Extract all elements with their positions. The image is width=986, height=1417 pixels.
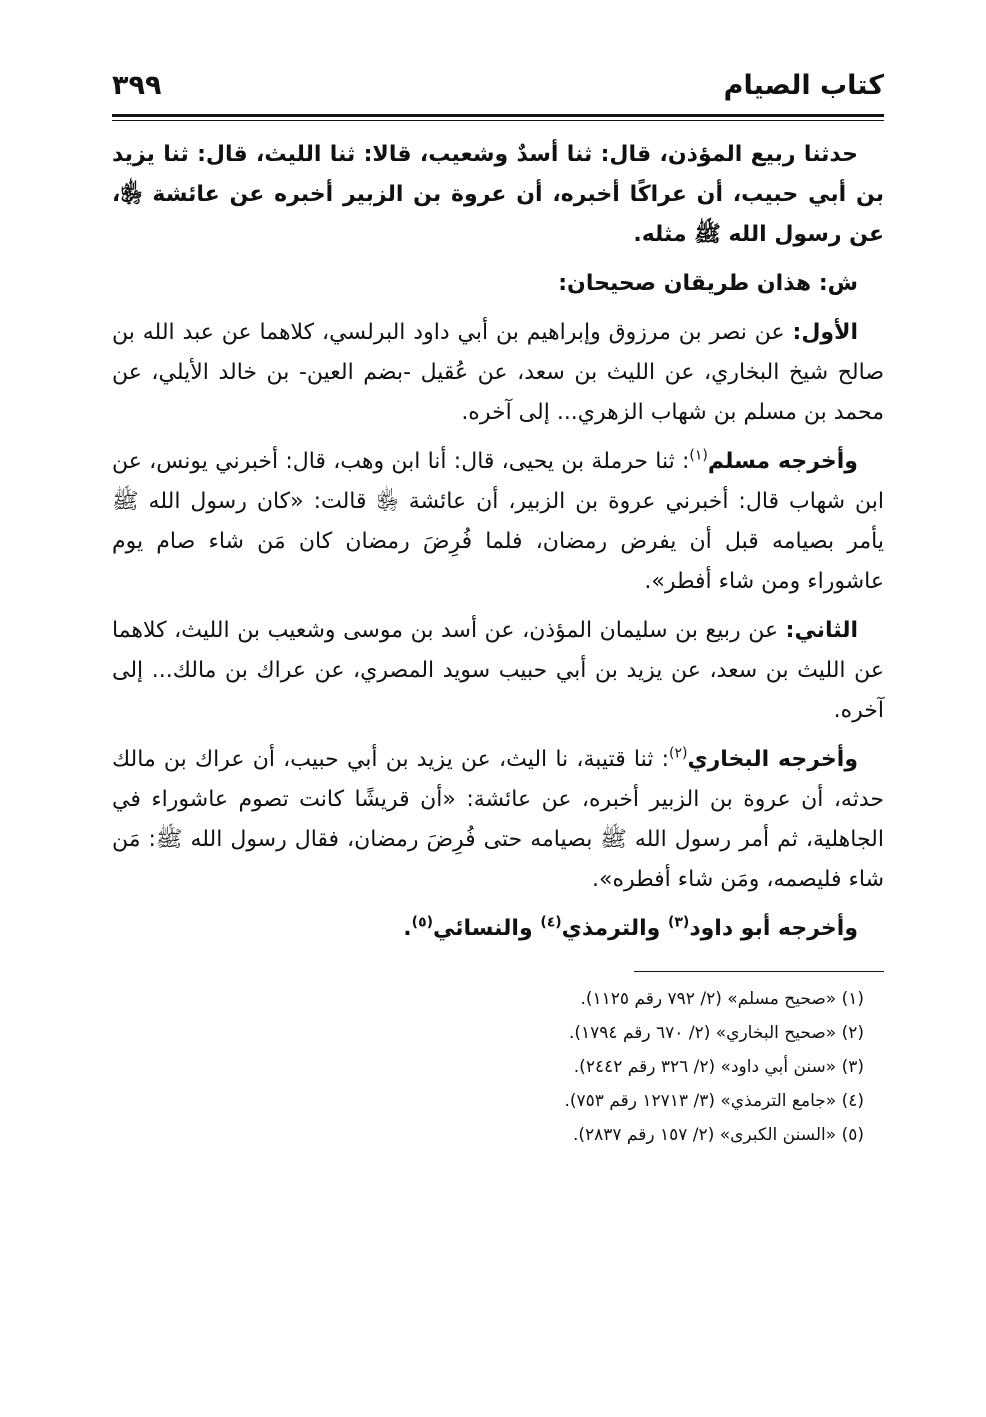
other-sources-paragraph <box>112 909 884 949</box>
muslim-text: : ثنا حرملة بن يحيى، قال: أنا ابن وهب، قال: أخبرني يونس، عن ابن شهاب قال: أخبرني عروة بن الزبير، أن عائشة ﵂ قالت: «كان رسول الله ﷺ يأمر بصيامه قبل أن يفرض رمضان، فلما فُرِضَ رمضان كان مَن شاء صام يوم عاشوراء ومن شاء أفطر». <box>112 449 884 594</box>
footnote-ref-1[interactable]: (١) <box>689 447 708 464</box>
first-route-text: عن نصر بن مرزوق وإبراهيم بن أبي داود البرلسي، كلاهما عن عبد الله بن صالح شيخ البخاري، عن الليث بن سعد، عن عُقيل -بضم العين- بن خالد الأيلي، عن محمد بن مسلم بن شهاب الزهري... إلى آخره. <box>112 320 884 425</box>
footnote-ref-4[interactable]: (٤) <box>540 914 562 931</box>
book-page <box>112 58 884 1358</box>
main-text <box>112 135 884 949</box>
muslim-label: وأخرجه مسلم <box>707 449 858 474</box>
muslim-narration-paragraph <box>112 442 884 602</box>
footnote-1: (١) «صحيح مسلم» (٢/ ٧٩٢ رقم ١١٢٥). <box>580 989 864 1009</box>
footnote-ref-3[interactable]: (٣) <box>667 914 690 931</box>
second-route-label: الثاني: <box>785 618 858 643</box>
bukhari-narration-paragraph <box>112 740 884 900</box>
footnote-2: (٢) «صحيح البخاري» (٢/ ٦٧٠ رقم ١٧٩٤). <box>568 1023 864 1043</box>
bukhari-text: : ثنا قتيبة، نا اليث، عن يزيد بن أبي حبيب، أن عراك بن مالك حدثه، أن عروة بن الزبير أخبره، عن عائشة: «أن قريشًا كانت تصوم عاشوراء في الجاهلية، ثم أمر رسول الله ﷺ بصيامه حتى فُرِضَ رمضان، فقال رسول الله ﷺ: مَن شاء فليصمه، ومَن شاء أفطره». <box>112 747 884 892</box>
second-route-paragraph <box>112 611 884 731</box>
abu-dawud-label: وأخرجه أبو داود <box>689 916 858 941</box>
chapter-title: كتاب الصيام <box>723 70 884 101</box>
hadith-chain-paragraph: حدثنا ربيع المؤذن، قال: ثنا أسدٌ وشعيب، قالا: ثنا الليث، قال: ثنا يزيد بن أبي حبيب، أن عراكًا أخبره، أن عروة بن الزبير أخبره عن عائشة ﵂، عن رسول الله ﷺ مثله. <box>112 142 884 247</box>
page-number: ٣٩٩ <box>112 70 162 101</box>
tirmidhi-label: والترمذي <box>561 916 668 941</box>
footnote-5: (٥) «السنن الكبرى» (٢/ ١٥٧ رقم ٢٨٣٧). <box>572 1125 864 1145</box>
second-route-text: عن ربيع بن سليمان المؤذن، عن أسد بن موسى وشعيب بن الليث، كلاهما عن الليث بن سعد، عن يزيد بن أبي حبيب سويد المصري، عن عراك بن مالك... إلى آخره. <box>112 618 884 723</box>
page-header <box>112 58 884 112</box>
bukhari-label: وأخرجه البخاري <box>687 747 858 772</box>
footnote-3: (٣) «سنن أبي داود» (٢/ ٣٢٦ رقم ٢٤٤٢). <box>573 1057 864 1077</box>
footnote-ref-5[interactable]: (٥) <box>411 914 434 931</box>
nasai-label: والنسائي <box>433 916 541 941</box>
footnote-separator <box>634 971 884 972</box>
header-rule-thin <box>112 120 884 121</box>
footnote-4: (٤) «جامع الترمذي» (٣/ ١٢٧١٣ رقم ٧٥٣). <box>564 1091 864 1111</box>
footnotes <box>112 982 884 1152</box>
first-route-label: الأول: <box>792 320 858 345</box>
first-route-paragraph <box>112 313 884 433</box>
header-rule-thick <box>112 114 884 117</box>
footnote-ref-2[interactable]: (٢) <box>668 745 688 762</box>
sentence-end: . <box>403 916 412 941</box>
commentary-heading: ش: هذان طريقان صحيحان: <box>558 271 858 296</box>
